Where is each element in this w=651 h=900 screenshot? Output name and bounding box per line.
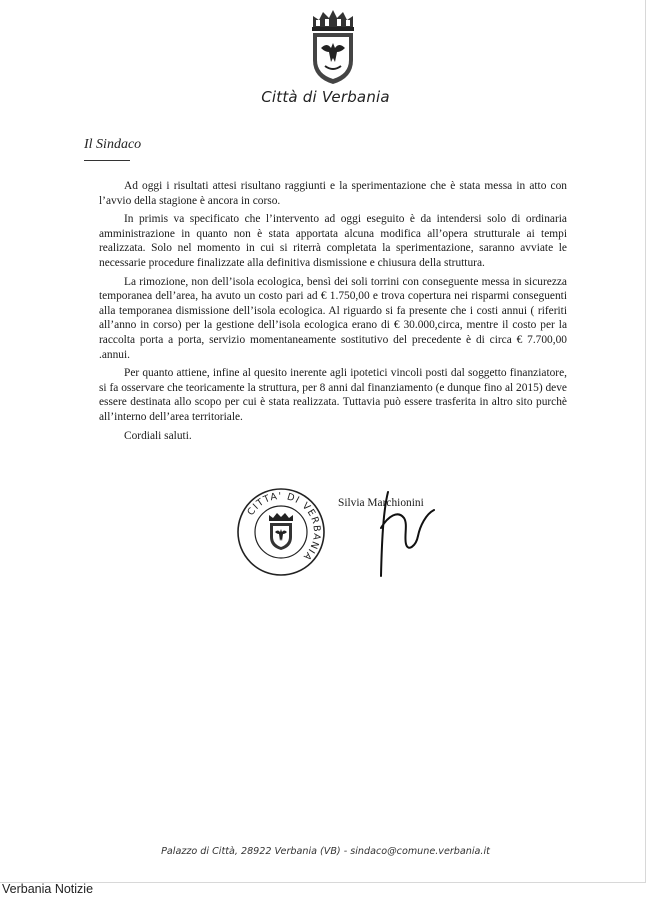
closing-salutation: Cordiali saluti. xyxy=(124,429,192,442)
letter-body xyxy=(99,179,567,447)
footer-address: Palazzo di Città, 28922 Verbania (VB) - sindaco@comune.verbania.it xyxy=(161,846,490,857)
title-underline xyxy=(84,160,130,161)
paragraph: Ad oggi i risultati attesi risultano raggiunti e la sperimentazione che è stata messa in atto con l’avvio della stagione è ancora in corso. xyxy=(99,180,567,207)
signer-name: Silvia Marchionini xyxy=(338,497,424,509)
paragraph: Per quanto attiene, infine al quesito inerente agli ipotetici vincoli posti dal soggetto finanziatore, si fa osservare che teoricamente la struttura, per 8 anni dal finanziamento (e dunque fino al 2015) deve essere destinata allo scopo per cui è stata realizzata. Tuttavia può essere trasferita in altro sito purchè all’interno dell’area territoriale. xyxy=(99,367,567,423)
paragraph: In primis va specificato che l’intervento ad oggi eseguito è da intendersi solo di ordinaria amministrazione in quanto non è stata apportata alcuna modifica all’opera strutturale ai tempi realizzata. Solo nel momento in cui si riterrà completata la sperimentazione, saranno avviate le necessarie procedure finalizzate alla definitiva dismissione e chiusura della struttura. xyxy=(99,213,567,269)
handwritten-signature-icon xyxy=(364,488,444,580)
verbania-coat-of-arms-icon xyxy=(307,8,359,86)
city-seal-stamp-icon xyxy=(236,487,326,577)
city-title: Città di Verbania xyxy=(261,88,390,106)
mayor-office-title: Il Sindaco xyxy=(84,137,142,152)
svg-text:CITTA' DI VERBANIA: CITTA' DI VERBANIA xyxy=(245,490,323,563)
paragraph: La rimozione, non dell’isola ecologica, bensì dei soli torrini con conseguente messa in sicurezza temporanea dell’area, ha avuto un costo pari ad € 1.750,00 e trova copertura nei risparmi conseguenti alla temporanea dismissione dell’isola ecologica. Al riguardo si fa presente che i costi annui ( riferiti all’anno in corso) per la gestione dell’isola ecologica erano di € 30.000,circa, mentre il costo per la raccolta porta a porta, servizio momentaneamente sostitutivo del precedente è di circa € 7.700,00 .annui. xyxy=(99,275,567,361)
source-watermark: Verbania Notizie xyxy=(2,882,94,896)
